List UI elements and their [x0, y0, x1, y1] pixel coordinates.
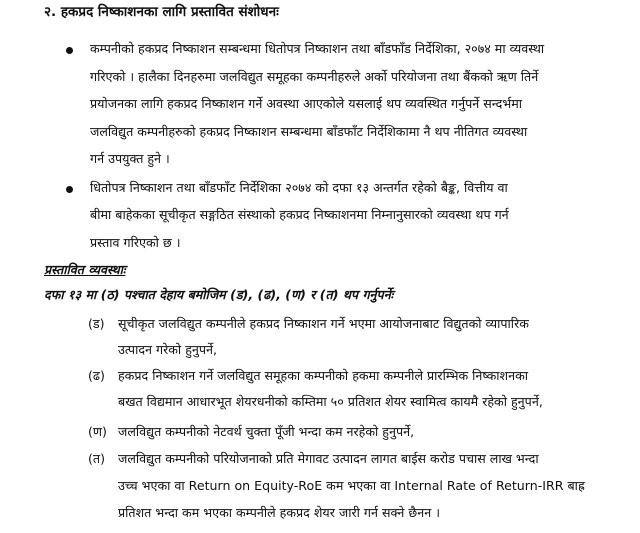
bullet-1-line-2: गरिएको । हालैका दिनहरुमा जलविद्युत समूहका कम्पनीहरुले अर्को परियोजना तथा बैंकको ऋण तिर्ने: [90, 69, 539, 84]
bullet-1-line-4: जलविद्युत कम्पनीहरुको हकप्रद निष्काशन सम्बन्धमा बाँडफाँट निर्देशिकामा नै थप नीतिगत व्यवस्था: [90, 124, 528, 139]
section-heading: २. हकप्रद निष्काशनका लागि प्रस्तावित संशोधनः: [44, 4, 279, 20]
bullet-1-line-5: गर्न उपयुक्त हुने ।: [90, 151, 170, 166]
bullet-1-line-1: कम्पनीको हकप्रद निष्काशन सम्बन्धमा धितोपत्र निष्काशन तथा बाँडफाँड निर्देशिका, २०७४ मा व्यवस्था: [90, 41, 545, 56]
item-dh-line-1: हकप्रद निष्काशन गर्ने जलविद्युत समूहका कम्पनीको हकमा कम्पनीले प्रारम्भिक निष्काशनका: [118, 368, 528, 383]
bullet-icon: [66, 47, 73, 54]
item-t-line-3: प्रतिशत भन्दा कम भएका कम्पनीले हकप्रद शेयर जारी गर्न सक्ने छैनन ।: [118, 505, 440, 520]
item-t-line-2: उच्च भएका वा Return on Equity-RoE कम भएका वा Internal Rate of Return-IRR बाह्र: [118, 478, 585, 493]
item-t-line-1: जलविद्युत कम्पनीको परियोजनाको प्रति मेगावट उत्पादन लागत बाईस करोड पचास लाख भन्दा: [118, 451, 539, 466]
bullet-icon: [66, 186, 73, 193]
item-dh-line-2: बखत विद्यमान आधारभूत शेयरधनीको कम्तिमा ५० प्रतिशत शेयर स्वामित्व कायमै रहेको हुनुपर्ने,: [118, 394, 543, 409]
bullet-2-line-2: बीमा बाहेकका सूचीकृत सङ्गठित संस्थाको हकप्रद निष्काशनमा निम्नानुसारको व्यवस्था थप गर्न: [90, 207, 509, 222]
item-n-line-1: जलविद्युत कम्पनीको नेटवर्थ चुक्ता पूँजी भन्दा कम नरहेको हुनुपर्ने,: [118, 424, 415, 439]
item-d-line-2: उत्पादन गरेको हुनुपर्ने,: [118, 342, 218, 357]
section-title: दफा १३ मा (ठ) पश्चात देहाय बमोजिम (ड), (ढ), (ण) र (त) थप गर्नुपर्नेः: [44, 287, 394, 302]
bullet-2-line-1: धितोपत्र निष्काशन तथा बाँडफाँट निर्देशिका २०७४ को दफा १३ अन्तर्गत रहेको बैङ्क, वित्तीय वा: [90, 180, 508, 195]
item-marker: (ढ): [88, 368, 105, 383]
item-marker: (ण): [88, 424, 107, 439]
item-marker: (ड): [88, 316, 105, 331]
item-d-line-1: सूचीकृत जलविद्युत कम्पनीले हकप्रद निष्काशन गर्ने भएमा आयोजनाबाट विद्युतको व्यापारिक: [118, 316, 529, 331]
item-marker: (त): [88, 451, 106, 466]
bullet-2-line-3: प्रस्ताव गरिएको छ ।: [90, 235, 181, 250]
bullet-1-line-3: प्रयोजनका लागि हकप्रद निष्काशन गर्ने अवस्था आएकोले यसलाई थप व्यवस्थित गर्नुपर्ने सन्दर्भमा: [90, 96, 523, 111]
proposed-label: प्रस्तावित व्यवस्थाः: [44, 262, 126, 277]
